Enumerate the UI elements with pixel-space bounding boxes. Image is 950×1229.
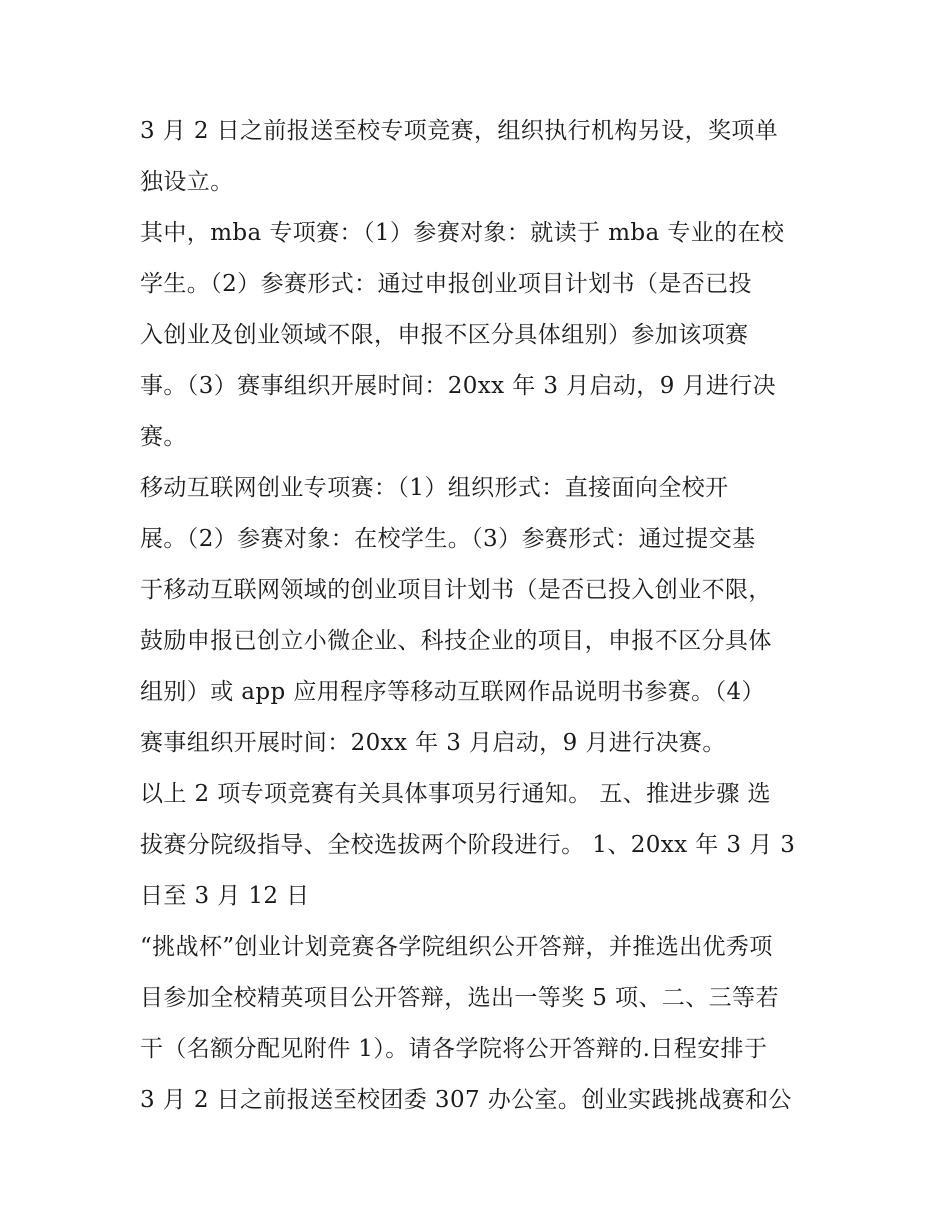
text-line: 组别）或 app 应用程序等移动互联网作品说明书参赛。（4） [140,679,765,705]
text-line: 目参加全校精英项目公开答辩，选出一等奖 5 项、二、三等若 [140,985,779,1011]
text-line: 以上 2 项专项竞赛有关具体事项另行通知。 五、推进步骤 选 [140,781,771,807]
text-line: 事。（3）赛事组织开展时间：20xx 年 3 月启动，9 月进行决 [140,373,777,399]
text-line: 于移动互联网领域的创业项目计划书（是否已投入创业不限， [140,577,772,603]
text-line: 拔赛分院级指导、全校选拔两个阶段进行。 1、20xx 年 3 月 3 [140,832,796,858]
text-line: 赛事组织开展时间：20xx 年 3 月启动，9 月进行决赛。 [140,730,726,756]
text-line: 鼓励申报已创立小微企业、科技企业的项目，申报不区分具体 [140,628,772,654]
text-line: 独设立。 [140,169,234,195]
text-line: 干（名额分配见附件 1）。请各学院将公开答辩的.日程安排于 [140,1036,768,1062]
text-line: 移动互联网创业专项赛：（1）组织形式：直接面向全校开 [140,475,729,501]
text-line: 展。（2）参赛对象：在校学生。（3）参赛形式：通过提交基 [140,526,756,552]
text-line: 3 月 2 日之前报送至校团委 307 办公室。创业实践挑战赛和公 [140,1087,792,1113]
text-line: “挑战杯”创业计划竞赛各学院组织公开答辩，并推选出优秀项 [140,934,773,960]
text-line: 日至 3 月 12 日 [140,883,310,909]
text-line: 其中，mba 专项赛：（1）参赛对象：就读于 mba 专业的在校 [140,220,785,246]
text-line: 3 月 2 日之前报送至校专项竞赛，组织执行机构另设，奖项单 [140,118,779,144]
text-line: 赛。 [140,424,187,450]
text-line: 入创业及创业领域不限，申报不区分具体组别）参加该项赛 [140,322,749,348]
text-line: 学生。（2）参赛形式：通过申报创业项目计划书（是否已投 [140,271,752,297]
document-body [140,111,820,1131]
